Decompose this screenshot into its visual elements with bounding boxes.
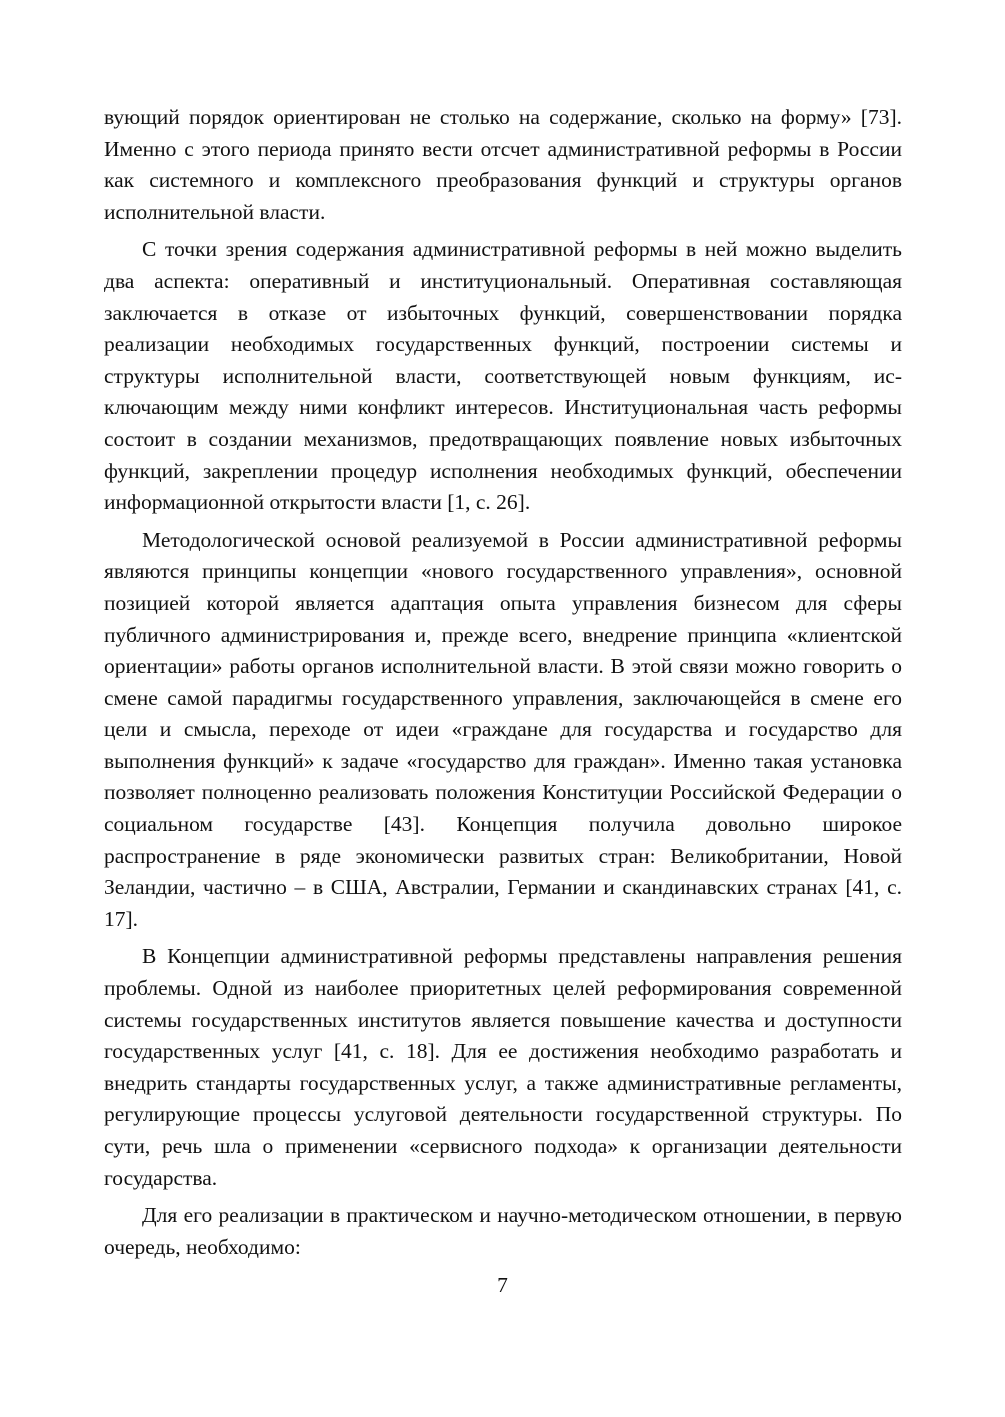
paragraph-4: В Концепции административной реформы представлены направления решения проблемы. Одной из наиболее приоритетных целей реформирования современной системы государственных институтов является повышение качества и доступности государственных услуг [41, с. 18]. Для ее достижения необходимо разработать и внедрить стандарты государственных услуг, а также административные регламенты, регулирующие процессы услуговой деятельности государственной структуры. По сути, речь шла о применении «сервисного подхода» к организации деятельности государства.: [104, 944, 902, 1190]
paragraph-5: Для его реализации в практическом и научно-методическом отношении, в первую очередь, необходимо:: [104, 1203, 902, 1259]
page-number: 7: [497, 1273, 508, 1297]
paragraph-3: Методологической основой реализуемой в России административной реформы являются принципы концепции «нового государственного управления», основной позицией которой является адаптация опыта управления бизнесом для сферы публичного администрирования и, прежде всего, внедрение принципа «клиентской ориентации» работы органов исполнительной власти. В этой связи можно говорить о смене самой парадигмы государственного управления, заключающейся в смене его цели и смысла, переходе от идеи «граждане для государства и государство для выполнения функций» к задаче «государство для граждан». Именно такая установка позволяет полноценно реализовать положения Конституции Российской Федерации о социальном государстве [43]. Концепция получила довольно широкое распространение в ряде экономически развитых стран: Великобритании, Новой Зеландии, частично – в США, Австралии, Германии и скандинавских странах [41, с. 17].: [104, 527, 902, 931]
paragraph-1: вующий порядок ориентирован не столько на содержание, сколько на форму» [73]. Именно с этого периода принято вести отсчет административной реформы в России как системного и комплексного преобразования функций и структуры органов исполнительной власти.: [104, 105, 902, 224]
paragraph-2: С точки зрения содержания административной реформы в ней можно выделить два аспекта: оперативный и институциональный. Оперативная составляющая заключается в отказе от избыточных функций, совершенствовании порядка реализации необходимых государственных функций, построении системы и структуры исполнительной власти, соответствующей новым функциям, исключающим между ними конфликт интересов. Институциональная часть реформы состоит в создании механизмов, предотвращающих появление новых избыточных функций, закреплении процедур исполнения необходимых функций, обеспечении информационной открытости власти [1, с. 26].: [104, 237, 902, 515]
body-text: [104, 102, 902, 1269]
